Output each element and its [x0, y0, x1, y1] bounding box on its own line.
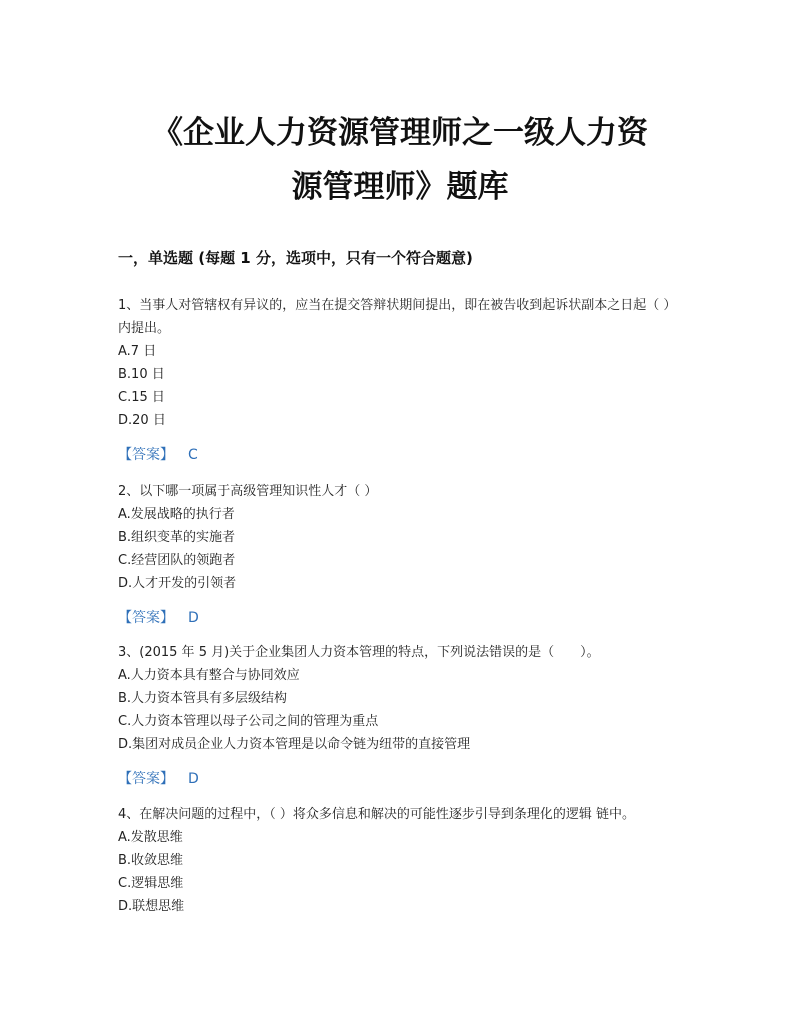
question-3	[118, 641, 683, 789]
option-d: D.联想思维	[118, 899, 185, 914]
question-2	[118, 480, 683, 628]
answer-line	[118, 769, 683, 789]
answer-label: 【答案】	[118, 447, 174, 463]
option-c: C.经营团队的领跑者	[118, 553, 236, 568]
answer-label: 【答案】	[118, 771, 174, 787]
option-a: A.7 日	[118, 344, 157, 359]
answer-value: D	[188, 771, 199, 787]
option-b: B.10 日	[118, 367, 165, 382]
question-4	[118, 803, 683, 918]
option-b: B.收敛思维	[118, 853, 184, 868]
question-1	[118, 294, 683, 465]
option-c: C.15 日	[118, 390, 165, 405]
question-stem: 2、以下哪一项属于高级管理知识性人才（ ）	[118, 484, 378, 499]
question-stem: 4、在解决问题的过程中，（ ）将众多信息和解决的可能性逐步引导到条理化的逻辑 链中。	[118, 807, 636, 822]
answer-line	[118, 445, 683, 465]
option-a: A.发展战略的执行者	[118, 507, 235, 522]
document-title	[100, 106, 700, 214]
answer-label: 【答案】	[118, 610, 174, 626]
option-b: B.人力资本管具有多层级结构	[118, 691, 288, 706]
option-c: C.逻辑思维	[118, 876, 184, 891]
option-d: D.20 日	[118, 413, 166, 428]
option-d: D.人才开发的引领者	[118, 576, 237, 591]
section-heading: 一，单选题 (每题 1 分，选项中，只有一个符合题意)	[118, 249, 473, 267]
option-b: B.组织变革的实施者	[118, 530, 236, 545]
option-a: A.人力资本具有整合与协同效应	[118, 668, 300, 683]
option-a: A.发散思维	[118, 830, 183, 845]
title-line-1: 《企业人力资源管理师之一级人力资	[152, 115, 648, 151]
option-d: D.集团对成员企业人力资本管理是以命令链为纽带的直接管理	[118, 737, 471, 752]
answer-line	[118, 608, 683, 628]
answer-value: D	[188, 610, 199, 626]
title-line-2: 源管理师》题库	[291, 169, 509, 205]
question-stem: 1、当事人对管辖权有异议的，应当在提交答辩状期间提出，即在被告收到起诉状副本之日起（ ）内提出。	[118, 298, 677, 336]
question-stem: 3、(2015 年 5 月)关于企业集团人力资本管理的特点，下列说法错误的是（ ）。	[118, 645, 600, 660]
answer-value: C	[188, 447, 198, 463]
option-c: C.人力资本管理以母子公司之间的管理为重点	[118, 714, 379, 729]
